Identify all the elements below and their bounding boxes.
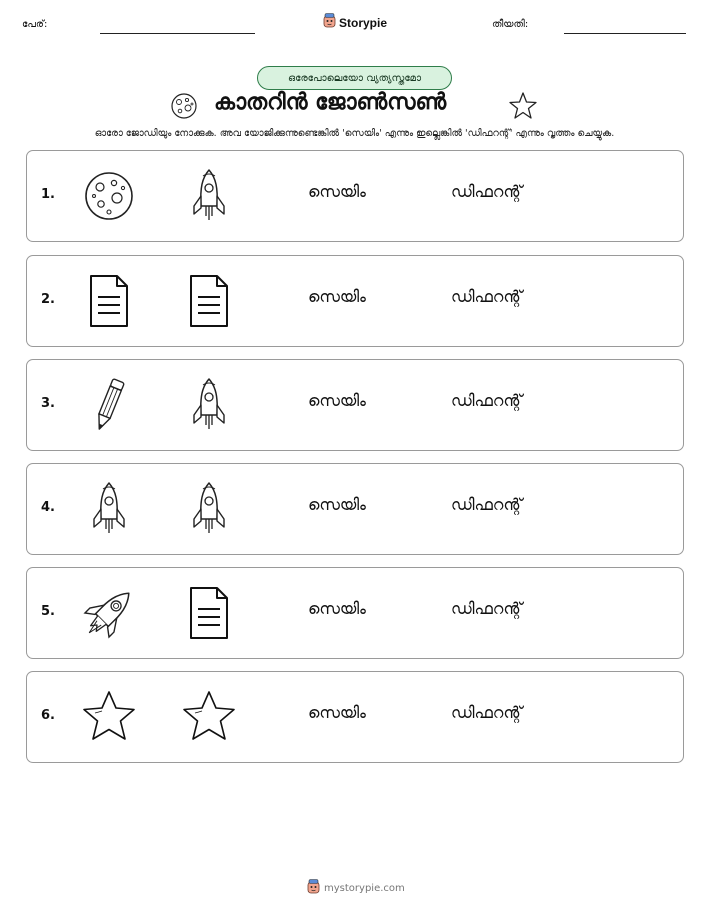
star-icon bbox=[79, 687, 139, 747]
question-number: 1. bbox=[41, 187, 55, 202]
different-option[interactable]: ഡിഫറന്റ് bbox=[451, 182, 523, 201]
rocket-flying-icon bbox=[79, 583, 139, 643]
document-icon bbox=[79, 271, 139, 331]
footer-url[interactable]: mystorypie.com bbox=[324, 883, 405, 894]
rocket-icon bbox=[179, 166, 239, 226]
date-label: തീയതി: bbox=[492, 19, 529, 30]
different-option[interactable]: ഡിഫറന്റ് bbox=[451, 599, 523, 618]
pencil-icon bbox=[79, 375, 139, 435]
brand-name: Storypie bbox=[339, 15, 388, 30]
question-number: 4. bbox=[41, 500, 55, 515]
question-number: 6. bbox=[41, 708, 55, 723]
different-option[interactable]: ഡിഫറന്റ് bbox=[451, 495, 523, 514]
brand-logo bbox=[323, 13, 387, 32]
same-option[interactable]: സെയിം bbox=[308, 287, 366, 306]
different-option[interactable]: ഡിഫറന്റ് bbox=[451, 391, 523, 410]
star-icon bbox=[179, 687, 239, 747]
moon-icon bbox=[170, 92, 198, 124]
question-card bbox=[26, 255, 684, 347]
different-option[interactable]: ഡിഫറന്റ് bbox=[451, 703, 523, 722]
instructions: ഓരോ ജോഡിയും നോക്കുക. അവ യോജിക്കുന്നുണ്ടെങ്കിൽ 'സെയിം' എന്നും ഇല്ലെങ്കിൽ 'ഡിഫറന്റ്' എന്നും വൃത്തം ചെയ്യുക. bbox=[94, 128, 615, 139]
document-icon bbox=[179, 583, 239, 643]
question-card bbox=[26, 359, 684, 451]
name-field-line[interactable] bbox=[100, 33, 255, 34]
name-label: പേര്: bbox=[22, 19, 48, 30]
question-card bbox=[26, 150, 684, 242]
same-option[interactable]: സെയിം bbox=[308, 182, 366, 201]
page-title: കാതറിൻ ജോൺസൺ bbox=[214, 90, 447, 115]
storypie-mascot-icon bbox=[307, 879, 320, 898]
rocket-icon bbox=[179, 375, 239, 435]
date-field-line[interactable] bbox=[564, 33, 686, 34]
same-option[interactable]: സെയിം bbox=[308, 599, 366, 618]
same-option[interactable]: സെയിം bbox=[308, 495, 366, 514]
activity-type-badge bbox=[257, 66, 452, 90]
question-number: 2. bbox=[41, 292, 55, 307]
question-card bbox=[26, 671, 684, 763]
question-number: 3. bbox=[41, 396, 55, 411]
footer bbox=[307, 879, 405, 898]
moon-icon bbox=[79, 166, 139, 226]
document-icon bbox=[179, 271, 239, 331]
same-option[interactable]: സെയിം bbox=[308, 703, 366, 722]
rocket-icon bbox=[79, 479, 139, 539]
question-card bbox=[26, 567, 684, 659]
different-option[interactable]: ഡിഫറന്റ് bbox=[451, 287, 523, 306]
same-option[interactable]: സെയിം bbox=[308, 391, 366, 410]
star-icon bbox=[508, 91, 538, 125]
rocket-icon bbox=[179, 479, 239, 539]
badge-label: ഒരേപോലെയോ വ്യത്യസ്തമോ bbox=[287, 72, 422, 84]
question-card bbox=[26, 463, 684, 555]
title-row bbox=[0, 90, 709, 122]
question-number: 5. bbox=[41, 604, 55, 619]
storypie-mascot-icon bbox=[323, 13, 336, 32]
